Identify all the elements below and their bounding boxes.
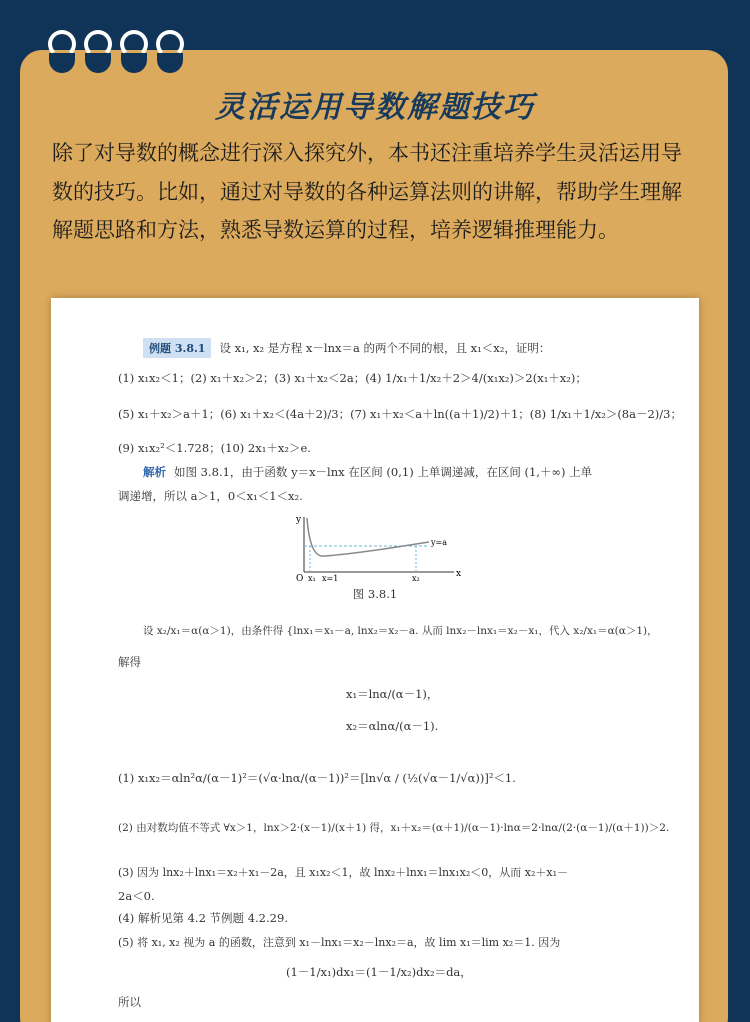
example-line-1: 例题 3.8.1 设 x₁, x₂ 是方程 x－lnx＝a 的两个不同的根，且 x₁＜x₂，证明：	[143, 338, 550, 358]
binder-ring-icon	[120, 30, 148, 74]
figure-caption: 图 3.8.1	[352, 587, 398, 601]
solution-line: (3) 因为 lnx₂＋lnx₁＝x₂＋x₁－2a，且 x₁x₂＜1，故 lnx₂＋lnx₁＝lnx₁x₂＜0，从而 x₂＋x₁－	[118, 866, 568, 879]
graph-label-x: x	[456, 569, 462, 579]
solution-line: 解析 如图 3.8.1，由于函数 y＝x－lnx 在区间 (0,1) 上单调递减，在区间 (1,＋∞) 上单	[143, 465, 593, 479]
solution-line: 设 x₂/x₁＝α(α＞1)，由条件得 {lnx₁＝x₁－a, lnx₂＝x₂－a. 从而 lnx₂－lnx₁＝x₂－x₁，代入 x₂/x₁＝α(α＞1)，	[143, 625, 658, 637]
solution-line: (4) 解析见第 4.2 节例题 4.2.29.	[118, 911, 288, 925]
textbook-page-image	[51, 298, 699, 1022]
graph-label-x-eq-1: x=1	[322, 574, 339, 582]
binder-ring-icon	[84, 30, 112, 74]
solution-line: (2) 由对数均值不等式 ∀x＞1，lnx＞2·(x－1)/(x＋1) 得，x₁＋x₂＝(α＋1)/(α－1)·lnα＝2·lnα/(2·(α－1)/(α＋1))＞2.	[118, 822, 670, 834]
graph-label-x2: x₂	[412, 574, 420, 582]
solution-line: 所以	[118, 995, 141, 1009]
binder-rings	[48, 30, 184, 74]
graph-label-x1: x₁	[308, 574, 316, 582]
graph-label-origin: O	[296, 574, 304, 582]
problem-line: (5) x₁＋x₂＞a＋1；(6) x₁＋x₂＜(4a＋2)/3；(7) x₁＋x₂＜a＋ln((a＋1)/2)＋1；(8) 1/x₁＋1/x₂＞(8a－2)/3；	[118, 407, 682, 421]
intro-paragraph: 除了对导数的概念进行深入探究外，本书还注重培养学生灵活运用导数的技巧。比如，通过对导数的各种运算法则的讲解，帮助学生理解解题思路和方法，熟悉导数运算的过程，培养逻辑推理能力。	[52, 141, 682, 242]
equation-line: x₂＝αlnα/(α－1).	[346, 719, 439, 733]
solution-line: (5) 将 x₁, x₂ 视为 a 的函数，注意到 x₁－lnx₁＝x₂－lnx₂＝a，故 lim x₁＝lim x₂＝1. 因为	[118, 936, 561, 949]
binder-ring-icon	[48, 30, 76, 74]
solution-line: 调递增，所以 a＞1，0＜x₁＜1＜x₂.	[118, 489, 303, 503]
solution-line: 解得	[118, 655, 141, 669]
equation-line: (1－1/x₁)dx₁＝(1－1/x₂)dx₂＝da，	[286, 965, 472, 979]
graph-label-y: y	[296, 515, 302, 525]
problem-line: (9) x₁x₂²＜1.728；(10) 2x₁＋x₂＞e.	[118, 441, 311, 455]
equation-line: x₁＝lnα/(α－1)，	[346, 687, 439, 701]
solution-tag: 解析	[143, 465, 166, 479]
page-title: 灵活运用导数解题技巧	[215, 90, 535, 125]
problem-line: (1) x₁x₂＜1；(2) x₁＋x₂＞2；(3) x₁＋x₂＜2a；(4) 1/x₁＋1/x₂＋2＞4/(x₁x₂)＞2(x₁＋x₂)；	[118, 371, 587, 385]
solution-line: 2a＜0.	[118, 889, 155, 903]
graph-label-curve: y=a	[431, 538, 447, 547]
solution-line: (1) x₁x₂＝αln²α/(α－1)²＝(√α·lnα/(α－1))²＝[ln√α / (½(√α－1/√α))]²＜1.	[118, 771, 516, 785]
binder-ring-icon	[156, 30, 184, 74]
function-graph	[294, 512, 464, 582]
example-tag: 例题 3.8.1	[143, 338, 211, 358]
